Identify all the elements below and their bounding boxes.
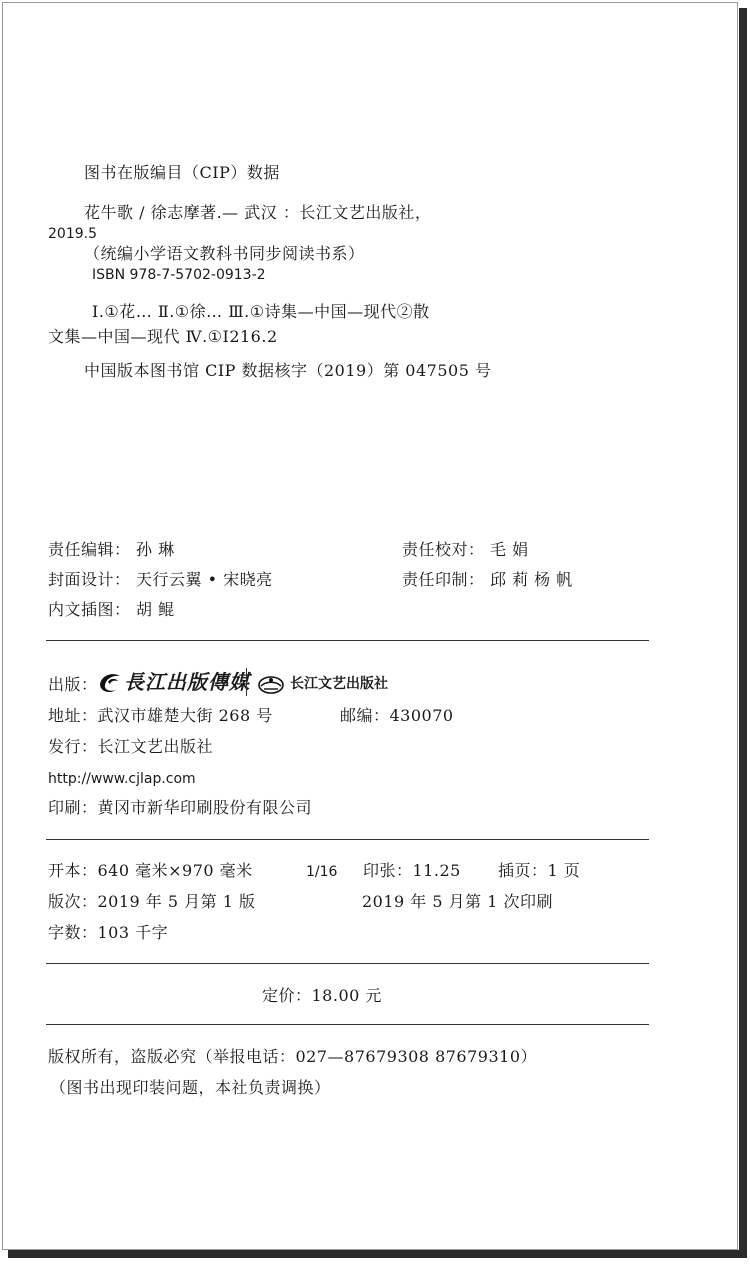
divider-1 [46,640,649,641]
divider-2 [46,839,649,840]
logo-separator [246,668,247,696]
cip-title-line: 花牛歌 / 徐志摩著.— 武汉 ：长江文艺出版社， [84,203,432,222]
copyright-notice: 版权所有，盗版必究（举报电话：027—87679308 87679310） [48,1047,538,1066]
printed-sheets: 印张：11.25 [363,861,461,880]
changjiang-literature-emblem-icon [256,672,286,696]
printer: 印刷：黄冈市新华印刷股份有限公司 [48,798,313,817]
proofreader-name: 毛 娟 [490,540,529,559]
changjiang-literature-logo-text: 长江文艺出版社 [290,676,388,692]
changjiang-media-logo [96,670,250,694]
editor-name: 孙 琳 [136,540,175,559]
word-count: 字数：103 千字 [48,923,169,942]
cip-series: （统编小学语文教科书同步阅读书系） [84,244,365,263]
printing: 2019 年 5 月第 1 次印刷 [362,892,554,911]
changjiang-literature-logo [256,672,388,696]
cip-core-number: 中国版本图书馆 CIP 数据核字（2019）第 047505 号 [84,361,492,380]
cip-date: 2019.5 [48,226,97,242]
format-fraction: 1/16 [306,864,338,880]
print-supervisor-label: 责任印制： [402,570,485,589]
address: 地址：武汉市雄楚大街 268 号 [48,706,273,725]
price: 定价：18.00 元 [262,986,382,1005]
print-supervisor-names: 邱 莉 杨 帆 [490,570,573,589]
cover-designer-name: 天行云翼 • 宋晓亮 [136,570,273,589]
page-shadow-bottom [8,1250,747,1258]
book-format: 开本：640 毫米×970 毫米 [48,861,253,880]
page-shadow-right [739,8,747,1258]
changjiang-media-emblem-icon [96,670,122,694]
editor-label: 责任编辑： [48,540,131,559]
postcode: 邮编：430070 [340,706,454,725]
plates: 插页：1 页 [498,861,581,880]
divider-4 [46,1024,649,1025]
cover-designer-label: 封面设计： [48,570,131,589]
illustrator-name: 胡 鲲 [136,600,175,619]
return-policy: （图书出现印装问题，本社负责调换） [50,1078,331,1097]
cip-heading: 图书在版编目（CIP）数据 [84,163,280,182]
publisher-label: 出版： [48,675,98,694]
cip-subject-line1: Ⅰ.①花… Ⅱ.①徐… Ⅲ.①诗集—中国—现代②散 [92,302,430,321]
edition: 版次：2019 年 5 月第 1 版 [48,892,256,911]
proofreader-label: 责任校对： [402,540,485,559]
illustrator-label: 内文插图： [48,600,131,619]
cip-isbn: ISBN 978-7-5702-0913-2 [92,267,266,283]
distributor: 发行：长江文艺出版社 [48,737,214,756]
changjiang-media-logo-text: 長江出版傳媒 [124,670,250,694]
website-link[interactable]: http://www.cjlap.com [48,771,196,787]
divider-3 [46,963,649,964]
cip-subject-line2: 文集—中国—现代 Ⅳ.①I216.2 [48,327,278,346]
